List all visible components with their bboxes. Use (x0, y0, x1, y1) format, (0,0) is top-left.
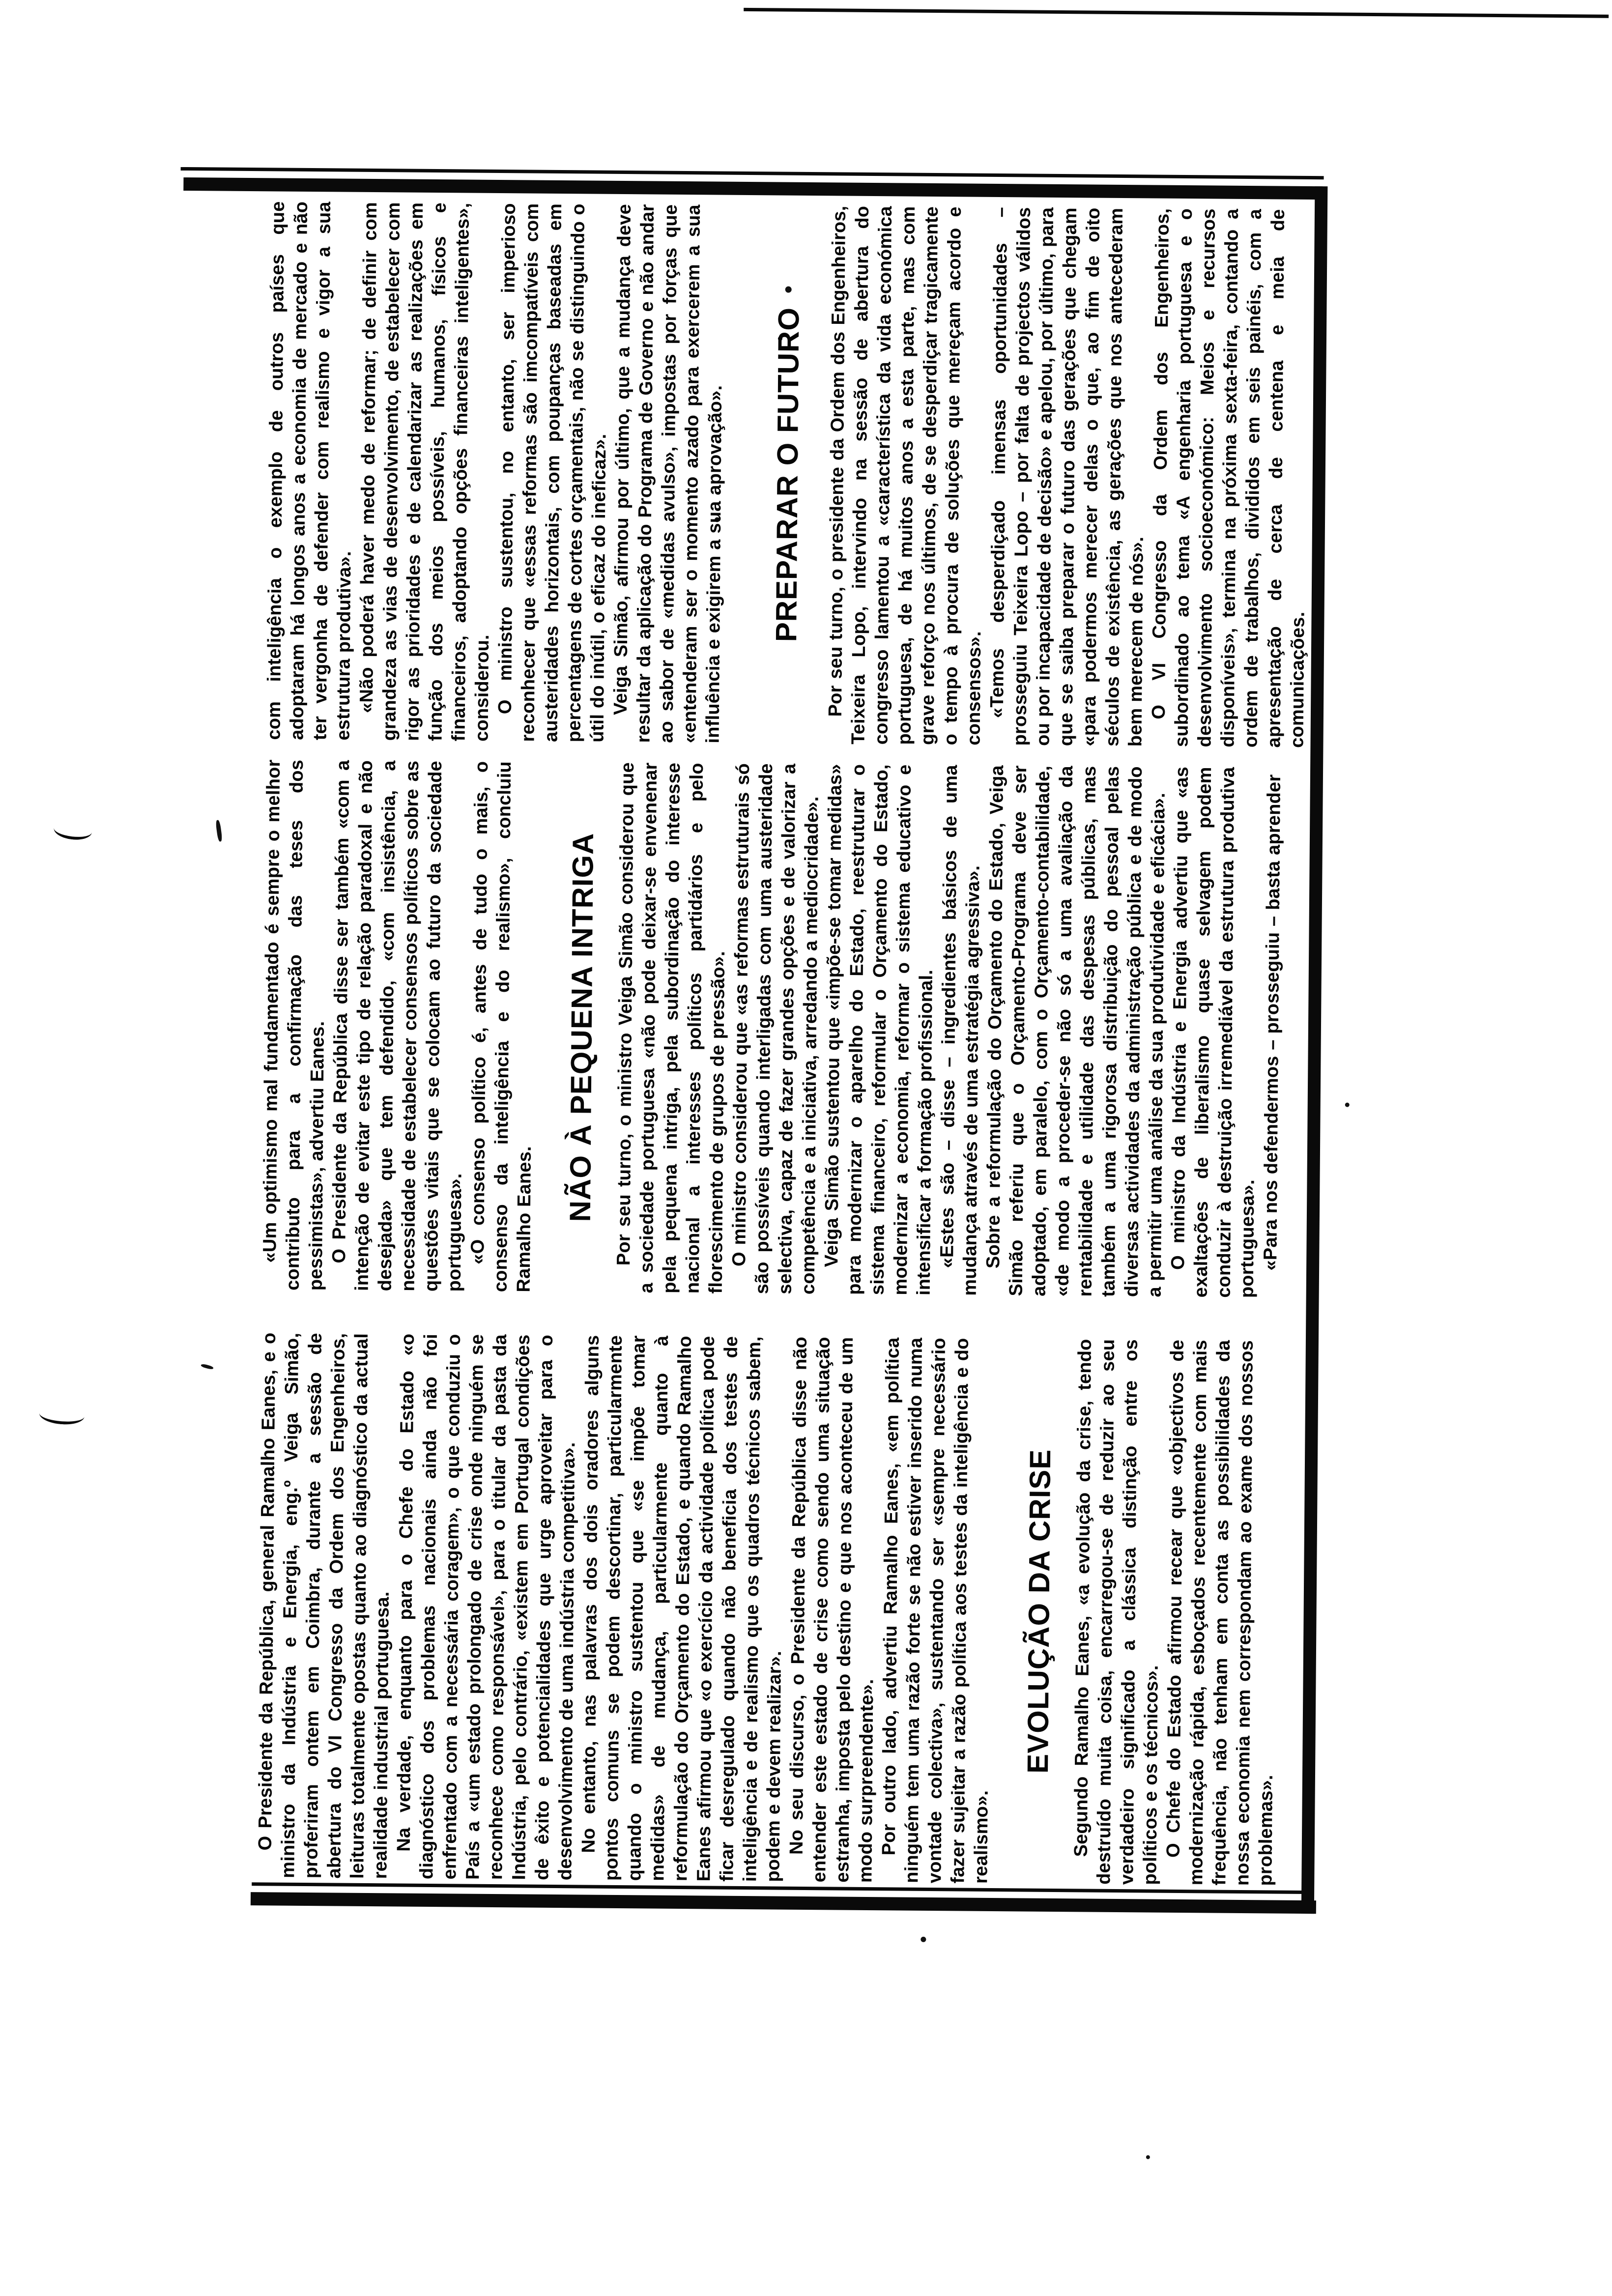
paragraph: «Um optimismo mal fundamentado é sempre o melhor contributo para a confirmação das teses dos pessimistas», advertiu Eanes. (259, 759, 328, 1291)
article-column-1 (254, 1332, 1282, 1886)
section-heading-preparar-o-futuro: PREPARAR O FUTURO (770, 307, 806, 642)
paragraph: Na verdade, enquanto para o Chefe do Estado «o diagnóstico dos problemas nacionais ainda não foi enfrentado com a necessária coragem», o que conduziu o País a «um estado prolongado de crise onde ninguém se reconhece como responsável», para o titular da pasta da Indústria, pelo contrário, «existem em Portugal condições de êxito e potencialidades que urge aproveitar para o desenvolvimento de uma indústria competitiva». (393, 1333, 579, 1881)
paragraph: O ministro considerou que «as reformas estruturais só são possíveis quando interligadas com uma austeridade selectiva, capaz de fazer grandes opções e de valorizar a competência e a iniciativa, arredando a mediocridade». (729, 763, 823, 1295)
paragraph: com inteligência o exemplo de outros países que adoptaram há longos anos a economia de mercado e não ter vergonha de defender com realismo e vigor a sua estrutura produtiva». (263, 201, 355, 741)
section-heading-evolucao-da-crise: EVOLUÇÃO DA CRISE (1021, 1449, 1057, 1774)
paragraph: «Temos desperdiçado imensas oportunidades – prosseguiu Teixeira Lopo – por falta de projectos válidos ou por incapacidade de decisão» e apelou, por último, para que se saiba preparar o futuro das gerações que chegam «para podermos merecer delas o que, ao fim de oito séculos de existência, as gerações que nos antecederam bem merecem de nós». (986, 206, 1148, 747)
article-column-3 (262, 201, 1313, 748)
paragraph: Veiga Simão sustentou que «impõe-se tomar medidas» para modernizar o aparelho do Estado, reestruturar o sistema financeiro, reformular o Orçamento do Estado, modernizar a economia, reformar o sistema educativo e intensificar a formação profissional. (821, 764, 937, 1296)
ink-speck (215, 820, 223, 842)
section-heading-nao-a-pequena-intriga: NÃO À PEQUENA INTRIGA (563, 832, 600, 1222)
paragraph: Por seu turno, o ministro Veiga Simão considerou que a sociedade portuguesa «não pode deixar-se envenenar pela pequena intriga, pela subordinação do interesse nacional a interesses políticos partidários e pelo florescimento de grupos de pressão». (613, 762, 729, 1294)
article-right-border-thin-rule (181, 167, 1324, 179)
ink-speck (1345, 1103, 1350, 1107)
ink-speck (921, 1937, 926, 1942)
paragraph: «O consenso político é, antes de tudo o mais, o consenso da inteligência e do realismo», concluiu Ramalho Eanes. (467, 761, 536, 1292)
paragraph: O VI Congresso da Ordem dos Engenheiros, subordinado ao tema «A engenharia portuguesa e o desenvolvimento socioeconómico: Meios e recursos disponíveis», termina na próxima sexta-feira, contando a ordem de trabalhos, divididos em seis painéis, com a apresentação de cerca de centena e meia de comunicações. (1148, 208, 1309, 748)
paragraph: Por seu turno, o presidente da Ordem dos Engenheiros, Teixeira Lopo, intervindo na sessão de abertura do congresso lamentou a «característica da vida económica portuguesa, de há muitos anos a esta parte, mas com grave reforço nos últimos, de se desperdiçar tragicamente o tempo à procura de soluções que mereçam acordo e consensos». (825, 205, 985, 746)
page-fold-mark (53, 822, 92, 842)
paragraph: No seu discurso, o Presidente da República disse não entender este estado de crise como sendo uma situação estranha, imposta pelo destino e que nos aconteceu de um modo surpreendente». (786, 1336, 878, 1883)
paragraph: «Não poderá haver medo de reformar; de definir com grandeza as vias de desenvolvimento, de estabelecer com rigor as prioridades e de calendarizar as realizações em função dos meios possíveis, humanos, físicos e financeiros, adoptando opções financeiras inteligentes», considerou. (356, 201, 493, 742)
paragraph: No entanto, nas palavras dos dois oradores alguns pontos comuns se podem descortinar, particularmente quando o ministro sustentou que «se impõe tomar medidas» de mudança, particularmente quanto à reformulação do Orçamento do Estado, e quando Ramalho Eanes afirmou que «o exercício da actividade política pode ficar desregulado quando não beneficia dos testes de inteligência e de realismo que os quadros técnicos sabem, podem e devem realizar». (578, 1335, 785, 1882)
page-fold-mark (39, 1407, 85, 1426)
article-right-border-thick-rule (183, 177, 1323, 200)
paragraph: O Chefe do Estado afirmou recear que «objectivos de modernização rápida, esboçados recentemente com mais frequência, não tenham em conta as possibilidades da nossa economia nem correspondam ao exame dos nossos problemas». (1163, 1339, 1277, 1886)
paragraph: O ministro da Indústria e Energia advertiu que «as exaltações de liberalismo quase selvagem podem conduzir à destruição irremediável da estrutura produtiva portuguesa». (1168, 766, 1259, 1298)
page-edge-rule (744, 8, 1609, 18)
paragraph: Por outro lado, advertiu Ramalho Eanes, «em política ninguém tem uma razão forte se não estiver inserido numa vontade colectiva», sustentando ser «sempre necessário fazer sujeitar a razão política aos testes da inteligência e do realismo». (878, 1337, 992, 1884)
paragraph: O ministro sustentou, no entanto, ser imperioso reconhecer que «essas reformas são imcompatíveis com austeridades horizontais, com poupanças baseadas em percentagens de cortes orçamentais, não se distinguindo o útil do inútil, o eficaz do ineficaz». (494, 203, 610, 743)
paragraph: O Presidente da República, general Ramalho Eanes, e o ministro da Indústria e Energia, eng.º Veiga Simão, proferiram ontem em Coimbra, durante a sessão de abertura do VI Congresso da Ordem dos Engenheiros, leituras totalmente opostas quanto ao diagnóstico da actual realidade industrial portuguesa. (255, 1332, 393, 1879)
article-left-border-thick-rule (251, 1892, 1316, 1914)
ink-speck (1146, 2155, 1150, 2159)
paragraph: «Estes são – disse – ingredientes básicos de uma mudança através de uma estratégia agressiva». (937, 765, 984, 1296)
paragraph: O Presidente da República disse ser também «com a intenção de evitar este tipo de relação paradoxal e não desejada» que tem defendido, «com insistência, a necessidade de estabelecer consensos políticos sobre as questões vitais que se colocam ao futuro da sociedade portuguesa». (329, 760, 466, 1292)
article-column-2 (259, 759, 1286, 1298)
ink-speck (201, 1363, 214, 1370)
paragraph: «Para nos defendermos – prosseguiu – basta aprender (1260, 774, 1285, 1271)
paragraph: Sobre a reformulação do Orçamento do Estado, Veiga Simão referiu que o Orçamento-Programa deve ser adoptado, em paralelo, com o Orçamento-contabilidade, «de modo a proceder-se não só a uma avaliação da rentabilidade e utilidade das despesas públicas, mas também a uma rigorosa distribuição do pessoal pelas diversas actividades da administração pública e de modo a permitir uma análise da sua produtividade e eficácia». (983, 765, 1169, 1297)
paragraph: Veiga Simão, afirmou por último, que a mudança deve resultar da aplicação do Programa de Governo e não andar ao sabor de «medidas avulso», impostas por forças que «entenderam ser o momento azado para exercerem a sua influência e exigirem a sua aprovação». (610, 203, 726, 744)
paragraph: Segundo Ramalho Eanes, «a evolução da crise, tendo destruído muita coisa, encarregou-se de reduzir ao seu verdadeiro significado a clássica distinção entre os políticos e os técnicos». (1070, 1339, 1162, 1885)
